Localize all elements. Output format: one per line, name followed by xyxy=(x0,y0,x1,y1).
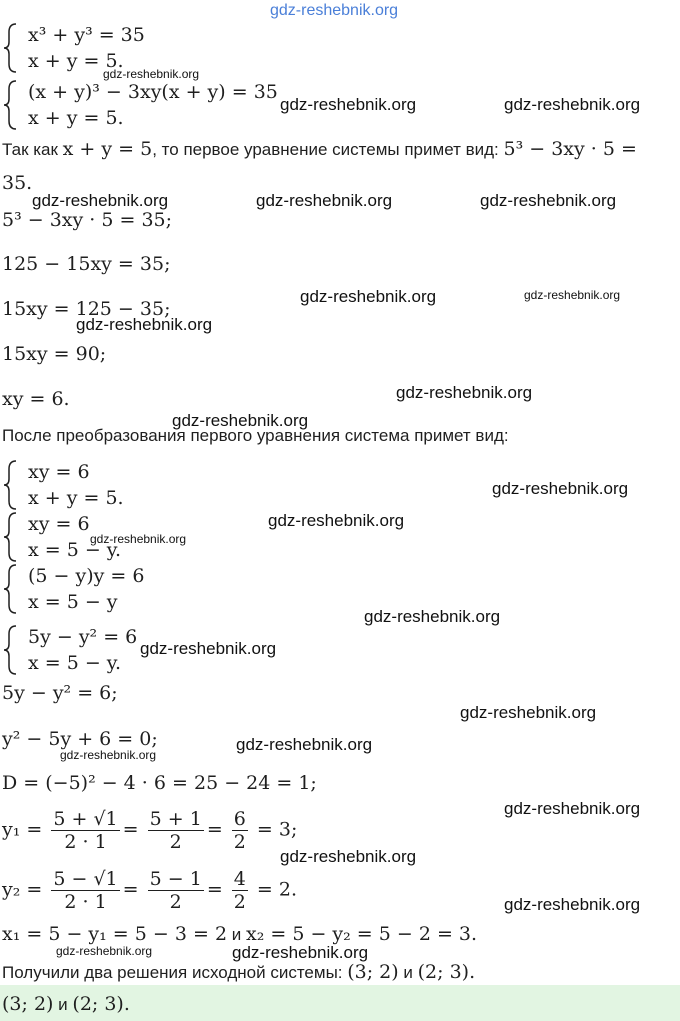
y2-fraction-1 xyxy=(51,868,119,913)
watermark: gdz-reshebnik.org xyxy=(460,703,597,722)
y2-fraction-3 xyxy=(232,868,248,913)
system-6-line-1: 5y − y² = 6 xyxy=(28,626,138,648)
since-formula-b: x + y = 5 xyxy=(62,138,153,160)
system-1-line-2: x + y = 5. xyxy=(28,50,124,72)
y1-f1-num: 5 + √1 xyxy=(53,808,118,830)
y1-f3-num: 6 xyxy=(233,808,246,830)
watermark: gdz-reshebnik.org xyxy=(32,191,169,210)
watermark: gdz-reshebnik.org xyxy=(60,748,157,762)
watermark: gdz-reshebnik.org xyxy=(300,287,437,306)
watermark: gdz-reshebnik.org xyxy=(236,735,373,754)
system-5-line-2: x = 5 − y xyxy=(28,591,118,613)
solution-1: (3; 2) xyxy=(347,961,399,983)
two-solutions-and: и xyxy=(398,963,418,982)
step-5: xy = 6. xyxy=(2,388,70,410)
y2-row: y₂ = $\frac{5 - √1}{2 \cdot 1}$ = $\frac{5 - 1}{2}$ = $\frac{4}{2}$ = 2. xyxy=(2,868,298,913)
x2-value: x₂ = 5 − y₂ = 5 − 2 = 3. xyxy=(245,923,478,945)
answer-line xyxy=(2,991,130,1017)
y1-fraction-3 xyxy=(232,808,248,853)
system-4-line-1: xy = 6 xyxy=(28,513,90,535)
step-8: D = (−5)² − 4 · 6 = 25 − 24 = 1; xyxy=(2,772,317,794)
system-2-line-2: x + y = 5. xyxy=(28,107,124,129)
y2-f3-num: 4 xyxy=(233,868,246,890)
step-1: 5³ − 3xy · 5 = 35; xyxy=(2,209,173,231)
since-text-a: Так как xyxy=(2,140,63,159)
y2-fraction-2 xyxy=(148,868,204,913)
y1-fraction-1 xyxy=(51,808,119,853)
brace-icon xyxy=(2,459,20,511)
y2-f1-num: 5 − √1 xyxy=(53,868,118,890)
watermark: gdz-reshebnik.org xyxy=(280,847,417,866)
watermark: gdz-reshebnik.org xyxy=(396,383,533,402)
watermark: gdz-reshebnik.org xyxy=(524,288,621,302)
answer-1: (3; 2) xyxy=(2,993,54,1015)
system-3-line-2: x + y = 5. xyxy=(28,487,124,509)
brace-icon xyxy=(2,511,20,563)
watermark-top: gdz-reshebnik.org xyxy=(270,2,399,19)
step-4: 15xy = 90; xyxy=(2,343,107,365)
y2-f2-den: 2 xyxy=(169,891,182,913)
y1-end: = 3; xyxy=(256,818,298,841)
watermark: gdz-reshebnik.org xyxy=(504,895,641,914)
since-text-c: , то первое уравнение системы примет вид: xyxy=(152,140,504,159)
brace-icon xyxy=(2,624,20,676)
y2-f2-num: 5 − 1 xyxy=(149,868,202,890)
system-5-line-1: (5 − y)y = 6 xyxy=(28,565,145,587)
y2-end: = 2. xyxy=(256,878,298,901)
system-2-line-1: (x + y)³ − 3xy(x + y) = 35 xyxy=(28,81,278,103)
y1-fraction-2 xyxy=(148,808,204,853)
answer-and: и xyxy=(53,995,73,1014)
step-2: 125 − 15xy = 35; xyxy=(2,253,171,275)
system-4-line-2: x = 5 − y. xyxy=(28,539,122,561)
after-transform-text: После преобразования первого уравнения система примет вид: xyxy=(2,426,509,445)
watermark: gdz-reshebnik.org xyxy=(56,944,153,958)
system-3-line-1: xy = 6 xyxy=(28,461,90,483)
watermark: gdz-reshebnik.org xyxy=(140,639,277,658)
watermark: gdz-reshebnik.org xyxy=(256,191,393,210)
watermark: gdz-reshebnik.org xyxy=(232,943,369,962)
watermark: gdz-reshebnik.org xyxy=(492,479,629,498)
two-solutions-text: Получили два решения исходной системы: xyxy=(2,963,348,982)
x1-value: x₁ = 5 − y₁ = 5 − 3 = 2 xyxy=(2,923,228,945)
watermark: gdz-reshebnik.org xyxy=(172,411,309,430)
answer-2: (2; 3). xyxy=(72,993,130,1015)
watermark: gdz-reshebnik.org xyxy=(364,607,501,626)
y1-f2-den: 2 xyxy=(169,831,182,853)
y2-f3-den: 2 xyxy=(233,891,246,913)
y1-f2-num: 5 + 1 xyxy=(149,808,202,830)
watermark: gdz-reshebnik.org xyxy=(90,532,187,546)
system-1-line-1: x³ + y³ = 35 xyxy=(28,24,145,46)
step-3: 15xy = 125 − 35; xyxy=(2,298,171,320)
y1-row: y₁ = $\frac{5 + √1}{2 \cdot 1}$ = $\frac{5 + 1}{2}$ = $\frac{6}{2}$ = 3; xyxy=(2,808,298,853)
watermark: gdz-reshebnik.org xyxy=(504,799,641,818)
watermark: gdz-reshebnik.org xyxy=(103,67,200,81)
step-7: y² − 5y + 6 = 0; xyxy=(2,728,158,750)
brace-icon xyxy=(2,563,20,615)
brace-icon xyxy=(2,79,20,131)
answer-box xyxy=(0,985,680,1021)
solution-2: (2; 3). xyxy=(417,961,476,983)
system-6-line-2: x = 5 − y. xyxy=(28,652,122,674)
watermark: gdz-reshebnik.org xyxy=(504,95,641,114)
watermark: gdz-reshebnik.org xyxy=(480,191,617,210)
since-formula-d: 5³ − 3xy · 5 = xyxy=(503,138,637,160)
since-paragraph-end: 35. xyxy=(2,172,33,194)
watermark: gdz-reshebnik.org xyxy=(268,511,405,530)
y1-lhs: y₁ = xyxy=(2,818,43,841)
x-conjunction: и xyxy=(227,925,246,944)
watermark: gdz-reshebnik.org xyxy=(280,95,417,114)
brace-icon xyxy=(2,22,20,74)
y2-f1-den: 2 · 1 xyxy=(64,891,107,913)
y1-f1-den: 2 · 1 xyxy=(64,831,107,853)
y1-f3-den: 2 xyxy=(233,831,246,853)
watermark: gdz-reshebnik.org xyxy=(76,315,213,334)
y2-lhs: y₂ = xyxy=(2,878,43,901)
step-6: 5y − y² = 6; xyxy=(2,682,118,704)
since-paragraph xyxy=(2,136,637,162)
